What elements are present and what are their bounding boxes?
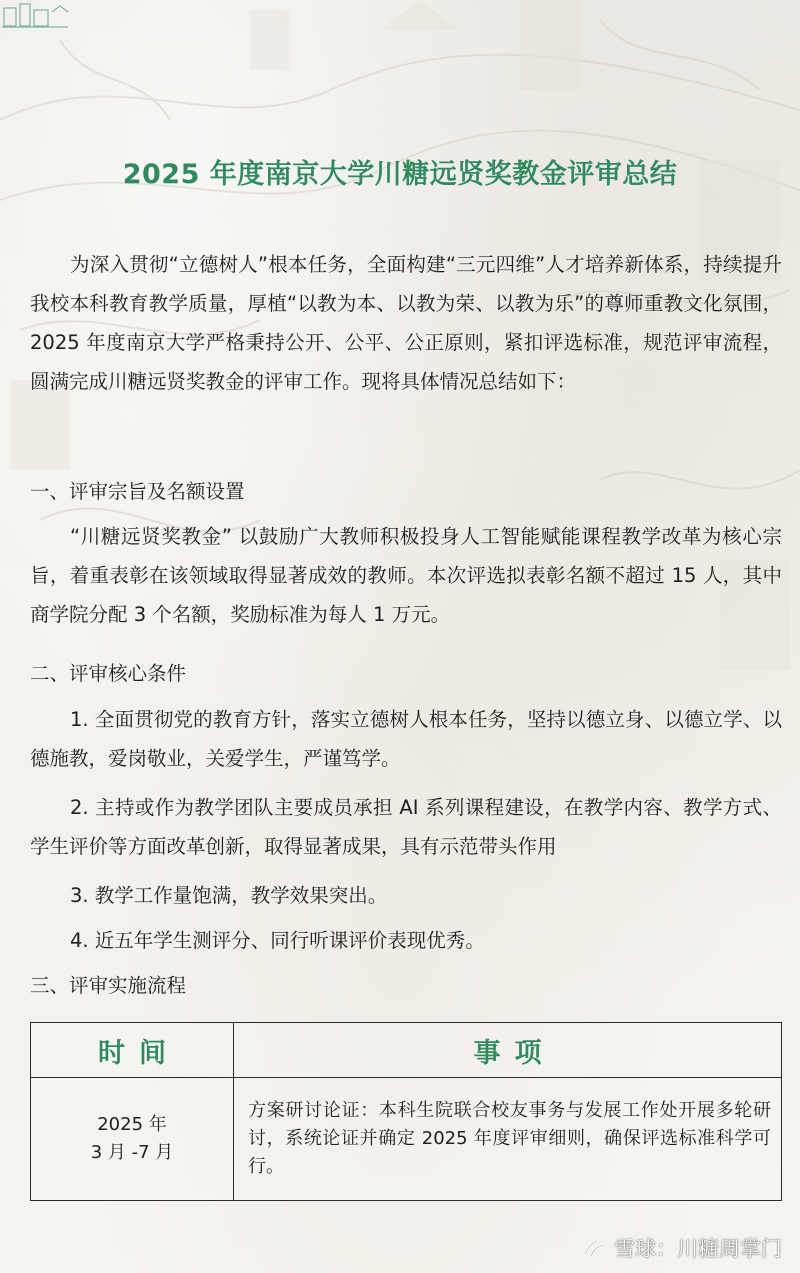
schedule-table	[30, 1022, 782, 1201]
section-3-heading: 三、评审实施流程	[30, 974, 187, 997]
condition-item-2: 2. 主持或作为教学团队主要成员承担 AI 系列课程建设，在教学内容、教学方式、学生评价等方面改革创新，取得显著成果，具有示范带头作用	[30, 796, 782, 858]
section-1-heading: 一、评审宗旨及名额设置	[30, 480, 245, 503]
watermark-text: 雪球：川糖周掌门	[614, 1237, 782, 1261]
document-title: 2025 年度南京大学川糖远贤奖教金评审总结	[122, 159, 678, 190]
condition-item-1: 1. 全面贯彻党的教育方针，落实立德树人根本任务，坚持以德立身、以德立学、以德施教，爱岗敬业，关爱学生，严谨笃学。	[30, 708, 782, 770]
time-months: 3 月 -7 月	[90, 1142, 174, 1163]
section-2-heading: 二、评审核心条件	[30, 662, 187, 685]
item-cell: 方案研讨论证：本科生院联合校友事务与发展工作处开展多轮研讨，系统论证并确定 2025 年度评审细则，确保评选标准科学可行。	[234, 1078, 782, 1201]
header-time: 时间	[31, 1023, 234, 1078]
table-row	[31, 1078, 782, 1201]
intro-paragraph: 为深入贯彻“立德树人”根本任务，全面构建“三元四维”人才培养新体系，持续提升我校本科教育教学质量，厚植“以教为本、以教为荣、以教为乐”的尊师重教文化氛围，2025 年度南京大学严格秉持公开、公平、公正原则，紧扣评选标准，规范评审流程，圆满完成川糖远贤奖教金的评审工作。现将具体情况总结如下：	[30, 253, 782, 393]
header-item: 事项	[234, 1023, 782, 1078]
snowball-logo-icon	[582, 1237, 608, 1259]
time-year: 2025 年	[97, 1114, 167, 1135]
time-cell	[31, 1078, 234, 1201]
watermark	[582, 1233, 782, 1263]
condition-item-4: 4. 近五年学生测评分、同行听课评价表现优秀。	[70, 929, 485, 952]
table-header-row	[31, 1023, 782, 1078]
condition-item-3: 3. 教学工作量饱满，教学效果突出。	[70, 884, 388, 907]
section-1-paragraph: “川糖远贤奖教金” 以鼓励广大教师积极投身人工智能赋能课程教学改革为核心宗旨，着重表彰在该领域取得显著成效的教师。本次评选拟表彰名额不超过 15 人，其中商学院分配 3 个名额，奖励标准为每人 1 万元。	[30, 525, 782, 626]
building-logo-icon	[0, 0, 70, 30]
